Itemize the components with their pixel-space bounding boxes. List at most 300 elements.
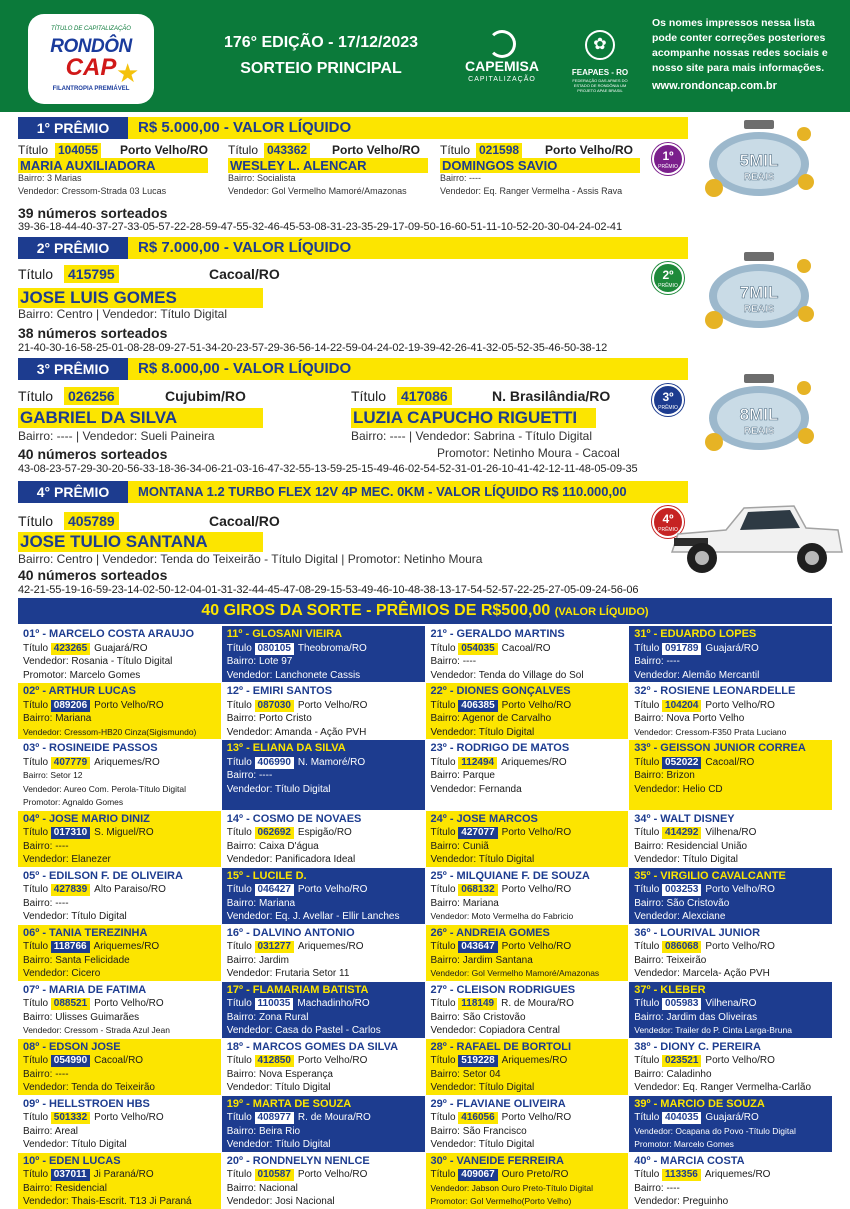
logo-top-text: TÍTULO DE CAPITALIZAÇÃO <box>51 26 131 32</box>
giro-ticket-city: Espigão/RO <box>297 827 352 838</box>
giro-info-line: Vendedor: Preguinho <box>634 1196 729 1207</box>
giro-info-line: Bairro: Jardim Santana <box>430 954 533 966</box>
header <box>0 0 850 112</box>
giros-suffix: (VALOR LÍQUIDO) <box>554 606 649 618</box>
giro-info-line: Bairro: ---- <box>430 656 477 667</box>
giro-info-line: Vendedor: Josi Nacional <box>226 1196 335 1207</box>
giro-ticket-line <box>23 756 216 770</box>
title-label: Título <box>226 941 252 952</box>
giro-info-line: Bairro: ---- <box>634 656 680 667</box>
giro-ticket-number: 404035 <box>662 1112 701 1124</box>
prize2-drawn-numbers: 21-40-30-16-58-25-01-08-28-09-27-51-34-20-23-57-29-36-56-14-22-59-04-24-02-19-39-42-26-41-32-05-52-35-46-50-38-12 <box>18 342 608 354</box>
prize4-drawn-numbers: 42-21-55-19-16-59-23-14-02-50-12-04-01-31-32-44-45-47-08-29-15-53-49-46-10-48-38-13-17-54-52-57-22-25-27-05-09-24-56-06 <box>18 584 639 596</box>
title-label: Título <box>634 756 660 768</box>
giro-card <box>222 740 425 810</box>
giro-winner-name: 29º - FLAVIANE OLIVEIRA <box>430 1097 566 1110</box>
giro-card <box>222 626 425 682</box>
prize3-money-ornament-icon <box>700 372 818 454</box>
giro-info-line: Bairro: Santa Felicidade <box>23 954 130 966</box>
svg-text:REAIS: REAIS <box>743 426 775 437</box>
svg-text:8MIL: 8MIL <box>739 405 779 424</box>
giro-info-line: Bairro: ---- <box>226 770 273 781</box>
giro-card <box>629 982 832 1038</box>
giro-ticket-line <box>634 883 827 897</box>
giro-card <box>18 868 221 924</box>
giro-ticket-line <box>431 699 624 713</box>
giro-info-line: Bairro: São Cristovão <box>430 1011 526 1023</box>
giro-winner-name: 08º - EDSON JOSE <box>23 1040 121 1053</box>
giro-ticket-line <box>227 1111 420 1125</box>
giro-info-line: Vendedor: Título Digital <box>430 854 535 865</box>
giro-card <box>222 1096 425 1152</box>
giro-ticket-number: 087030 <box>255 700 294 712</box>
prize3-drawn-numbers: 43-08-23-57-29-30-20-56-33-18-36-34-06-21-03-16-47-32-55-13-59-25-15-49-46-02-54-52-31-01-26-10-41-42-12-11-48-05-09-35 <box>18 463 638 475</box>
giro-ticket-city: Porto Velho/RO <box>705 1055 775 1066</box>
pickup-truck-icon <box>666 494 846 584</box>
ticket-city: Porto Velho/RO <box>545 143 634 157</box>
giro-card <box>629 1039 832 1095</box>
giro-ticket-city: Porto Velho/RO <box>501 827 572 838</box>
giro-ticket-line <box>634 756 827 770</box>
giro-ticket-number: 412850 <box>255 1055 294 1067</box>
title-label: Título <box>23 1169 49 1180</box>
winner-info: Bairro: ---- | Vendedor: Sueli Paineira <box>18 429 215 443</box>
title-label: Título <box>634 827 660 838</box>
title-label: Título <box>430 1055 456 1066</box>
giro-info-line: Vendedor: Marcela- Ação PVH <box>634 968 770 979</box>
giro-info-line: Bairro: Parque <box>430 770 495 781</box>
ticket-number: 415795 <box>64 265 119 283</box>
giro-winner-name: 27º - CLEISON RODRIGUES <box>430 983 576 996</box>
giro-winner-name: 24º - JOSE MARCOS <box>430 812 538 825</box>
giro-info-line: Bairro: Residencial União <box>634 840 748 852</box>
giro-ticket-number: 416056 <box>458 1112 497 1124</box>
ticket-city: Porto Velho/RO <box>120 143 209 157</box>
giro-info-line: Bairro: Zona Rural <box>226 1011 309 1023</box>
giro-info-line: Vendedor: Gol Vermelho Mamoré/Amazonas <box>430 968 600 978</box>
title-label: Título <box>18 388 54 404</box>
giro-winner-name: 12º - EMIRI SANTOS <box>226 685 333 697</box>
title-label: Título <box>226 642 252 654</box>
giro-winner-name: 23º - RODRIGO DE MATOS <box>430 742 570 754</box>
giro-info-line: Bairro: Mariana <box>226 897 296 909</box>
giro-ticket-number: 406385 <box>458 700 497 712</box>
title-label: Título <box>23 699 49 711</box>
giro-winner-name: 34º - WALT DISNEY <box>634 812 735 825</box>
winner-vendedor: Vendedor: Gol Vermelho Mamoré/Amazonas <box>228 186 407 196</box>
giro-ticket-city: Porto Velho/RO <box>705 884 775 895</box>
giro-winner-name: 06º - TANIA TEREZINHA <box>23 926 148 939</box>
giro-card <box>426 626 629 682</box>
winner-promotor: Promotor: Netinho Moura - Cacoal <box>437 446 620 460</box>
giro-ticket-city: Porto Velho/RO <box>705 699 775 711</box>
giro-ticket-line <box>227 883 420 897</box>
giro-winner-name: 11º - GLOSANI VIEIRA <box>226 628 343 640</box>
title-label: Título <box>226 884 252 895</box>
giro-ticket-city: Porto Velho/RO <box>94 998 164 1009</box>
draw-title: SORTEIO PRINCIPAL <box>240 60 402 77</box>
capemisa-name: CAPEMISA <box>465 58 539 74</box>
giro-card <box>629 925 832 981</box>
giro-ticket-number: 118766 <box>51 941 90 953</box>
giro-ticket-line <box>23 1111 216 1125</box>
prize4-bar <box>18 481 688 503</box>
giro-winner-name: 04º - JOSE MARIO DINIZ <box>23 812 150 825</box>
giro-ticket-line <box>23 940 216 954</box>
giro-info-line: Vendedor: Frutaria Setor 11 <box>226 968 350 979</box>
giro-winner-name: 33º - GEISSON JUNIOR CORREA <box>634 742 806 754</box>
giro-card <box>426 1039 629 1095</box>
title-label: Título <box>351 388 387 404</box>
winner-bairro: Bairro: ---- <box>440 173 481 183</box>
title-label: Título <box>23 1055 49 1066</box>
ticket-city: Cacoal/RO <box>209 266 280 282</box>
giro-ticket-line <box>634 642 827 656</box>
giro-info-line: Bairro: Residencial <box>23 1182 107 1194</box>
giro-ticket-number: 005983 <box>662 998 701 1010</box>
giro-info-line: Bairro: ---- <box>23 840 69 852</box>
giro-winner-name: 15º - LUCILE D. <box>226 869 307 882</box>
ticket-city: Cacoal/RO <box>209 513 280 529</box>
prize3-medal-icon: 3º PRÊMIO <box>652 384 684 416</box>
giro-ticket-line <box>634 826 827 840</box>
giro-ticket-number: 080105 <box>255 643 294 655</box>
giro-ticket-city: R. de Moura/RO <box>297 1112 371 1123</box>
winner-name: LUZIA CAPUCHO RIGUETTI <box>351 408 596 428</box>
giro-card <box>426 811 629 867</box>
winner-name: JOSE LUIS GOMES <box>18 288 263 308</box>
giro-ticket-line <box>227 642 420 656</box>
star-icon: ★ <box>116 58 140 88</box>
rondoncap-logo <box>28 14 154 104</box>
ticket-city: Cujubim/RO <box>165 388 246 404</box>
giro-ticket-city: Alto Paraiso/RO <box>94 884 166 895</box>
giro-card <box>18 1096 221 1152</box>
giro-winner-name: 31º - EDUARDO LOPES <box>634 628 757 640</box>
giro-info-line: Vendedor: Thais-Escrit. T13 Ji Paraná <box>23 1196 192 1207</box>
logo-brand: RONDÔN <box>50 36 132 57</box>
prize3-value: R$ 8.000,00 - VALOR LÍQUIDO <box>138 360 352 377</box>
giro-info-line: Vendedor: Eq. J. Avellar - Ellir Lanches <box>226 911 400 922</box>
giro-info-line: Bairro: Brizon <box>634 770 695 781</box>
title-label: Título <box>440 143 471 157</box>
giro-ticket-line <box>431 1111 624 1125</box>
giro-ticket-line <box>23 1054 216 1068</box>
title-label: Título <box>23 941 49 952</box>
giros-grid <box>18 626 832 1207</box>
giro-ticket-line <box>634 1168 827 1182</box>
giro-ticket-line <box>431 997 624 1011</box>
giro-card <box>629 1153 832 1209</box>
title-label: Título <box>430 884 456 895</box>
title-label: Título <box>430 699 456 711</box>
winner-vendedor: Vendedor: Eq. Ranger Vermelha - Assis Rava <box>440 186 623 196</box>
giro-info-line: Vendedor: Título Digital <box>226 1139 331 1150</box>
giro-info-line: Promotor: Marcelo Gomes <box>634 1139 734 1149</box>
logo-bottom-text: FILANTROPIA PREMIÁVEL <box>52 86 130 92</box>
svg-text:5MIL: 5MIL <box>739 151 779 170</box>
svg-text:REAIS: REAIS <box>743 172 775 183</box>
giro-card <box>18 1039 221 1095</box>
giro-info-line: Vendedor: Cressom-HB20 Cinza(Sigismundo) <box>23 726 197 737</box>
giro-info-line: Vendedor: Título Digital <box>23 911 127 922</box>
giro-winner-name: 10º - EDEN LUCAS <box>23 1154 121 1167</box>
giro-ticket-number: 086068 <box>662 941 701 953</box>
giro-card <box>426 683 629 739</box>
giro-ticket-city: Porto Velho/RO <box>297 699 368 711</box>
giro-ticket-city: Ariquemes/RO <box>93 941 160 952</box>
giro-ticket-number: 407779 <box>51 757 90 769</box>
giro-ticket-line <box>227 1168 420 1182</box>
title-label: Título <box>23 884 49 895</box>
title-label: Título <box>634 1169 660 1180</box>
giro-ticket-number: 010587 <box>255 1169 294 1181</box>
giro-card <box>18 683 221 739</box>
giro-ticket-line <box>431 940 624 954</box>
prize3-bar <box>18 358 688 380</box>
giro-info-line: Bairro: Jardim <box>226 954 289 966</box>
giro-ticket-line <box>431 883 624 897</box>
giro-card <box>222 811 425 867</box>
giros-title-bar <box>18 598 832 624</box>
giro-info-line: Bairro: Setor 12 <box>23 770 83 780</box>
giro-ticket-line <box>23 997 216 1011</box>
giro-ticket-number: 427077 <box>458 827 497 839</box>
giro-card <box>426 740 629 810</box>
giro-card <box>629 683 832 739</box>
giro-ticket-city: Cacoal/RO <box>94 1055 144 1066</box>
giro-info-line: Vendedor: Cressom-F350 Prata Luciano <box>634 726 787 737</box>
giro-ticket-city: Porto Velho/RO <box>297 884 368 895</box>
giro-info-line: Bairro: Agenor de Carvalho <box>430 713 552 724</box>
giro-ticket-number: 091789 <box>662 643 701 655</box>
title-label: Título <box>18 513 54 529</box>
title-label: Título <box>226 1169 252 1180</box>
giro-info-line: Promotor: Gol Vermelho(Porto Velho) <box>430 1196 572 1206</box>
winner-name: GABRIEL DA SILVA <box>18 408 263 428</box>
giro-info-line: Bairro: Lote 97 <box>226 656 293 667</box>
title-label: Título <box>226 1112 252 1123</box>
title-label: Título <box>23 756 49 768</box>
title-label: Título <box>23 998 49 1009</box>
title-label: Título <box>430 1169 456 1180</box>
giro-card <box>222 1039 425 1095</box>
giro-ticket-line <box>23 826 216 840</box>
prize1-money-ornament-icon <box>700 118 818 200</box>
prize2-money-ornament-icon <box>700 250 818 332</box>
giro-info-line: Bairro: Nova Esperança <box>226 1068 333 1080</box>
prize1-value: R$ 5.000,00 - VALOR LÍQUIDO <box>138 119 352 136</box>
giro-ticket-city: Porto Velho/RO <box>94 699 164 711</box>
title-label: Título <box>430 642 456 654</box>
giro-ticket-city: Porto Velho/RO <box>501 1112 572 1123</box>
giro-ticket-number: 003253 <box>662 884 701 896</box>
giro-info-line: Bairro: Cuniã <box>430 840 489 852</box>
giro-ticket-number: 052022 <box>662 757 701 769</box>
giro-winner-name: 35º - VIRGILIO CAVALCANTE <box>634 869 786 882</box>
giro-info-line: Bairro: ---- <box>634 1182 680 1194</box>
giro-card <box>222 1153 425 1209</box>
giro-ticket-city: Ariquemes/RO <box>94 756 160 768</box>
ticket-number: 417086 <box>397 387 452 405</box>
giro-ticket-city: Guajará/RO <box>705 1112 759 1123</box>
ticket-number: 021598 <box>476 143 522 158</box>
title-label: Título <box>18 266 54 282</box>
giro-info-line: Bairro: Caixa D'água <box>226 840 319 852</box>
prize2-bar <box>18 237 688 259</box>
giro-card <box>426 925 629 981</box>
giro-ticket-city: Theobroma/RO <box>297 642 367 654</box>
giro-ticket-line <box>227 997 420 1011</box>
giro-card <box>18 925 221 981</box>
giro-card <box>222 868 425 924</box>
giro-card <box>629 626 832 682</box>
giro-ticket-line <box>634 1054 827 1068</box>
title-label: Título <box>430 941 456 952</box>
giro-info-line: Vendedor: Jabson Ouro Preto-Título Digital <box>430 1182 594 1193</box>
giro-ticket-number: 118149 <box>458 998 497 1010</box>
title-label: Título <box>23 827 49 838</box>
giro-info-line: Bairro: Areal <box>23 1125 79 1137</box>
giro-winner-name: 21º - GERALDO MARTINS <box>430 628 565 640</box>
giro-info-line: Vendedor: Título Digital <box>226 783 331 795</box>
giro-ticket-line <box>634 699 827 713</box>
title-label: Título <box>634 699 660 711</box>
giro-ticket-number: 068132 <box>458 884 497 896</box>
giro-info-line: Vendedor: Rosania - Título Digital <box>23 656 173 667</box>
prize4-tag: 4° PRÊMIO <box>18 481 128 503</box>
giro-info-line: Vendedor: Trailer do P. Cinta Larga-Bruna <box>634 1025 792 1035</box>
giro-ticket-number: 062692 <box>255 827 294 839</box>
giro-info-line: Bairro: São Francisco <box>430 1125 527 1137</box>
giro-info-line: Vendedor: Casa do Pastel - Carlos <box>226 1025 381 1036</box>
ticket-city: Porto Velho/RO <box>332 143 421 157</box>
giro-winner-name: 03º - ROSINEIDE PASSOS <box>23 742 158 754</box>
feapaes-sub: FEDERAÇÃO DAS APAES DO ESTADO DE RONDÔNIA UM PROJETO APAE BRASIL <box>572 78 628 93</box>
winner-info: Bairro: Centro | Vendedor: Título Digital <box>18 307 228 321</box>
giro-info-line: Vendedor: Copiadora Central <box>430 1025 561 1036</box>
giro-info-line: Vendedor: Título Digital <box>23 1139 127 1150</box>
giro-ticket-number: 113356 <box>662 1169 701 1181</box>
ticket-number: 043362 <box>264 143 310 158</box>
giro-ticket-city: Ariquemes/RO <box>297 941 364 952</box>
giro-ticket-city: Ji Paraná/RO <box>93 1169 154 1180</box>
giro-ticket-number: 017310 <box>51 827 90 839</box>
winner-name: WESLEY L. ALENCAR <box>228 158 428 173</box>
giro-ticket-city: Porto Velho/RO <box>297 1055 368 1066</box>
prize2-tag: 2° PRÊMIO <box>18 237 128 259</box>
giro-ticket-city: Ariquemes/RO <box>704 1169 771 1180</box>
giro-ticket-number: 423265 <box>51 643 90 655</box>
giro-ticket-number: 046427 <box>255 884 294 896</box>
giro-info-line: Vendedor: Tenda do Village do Sol <box>430 669 584 681</box>
giro-info-line: Vendedor: Helio CD <box>634 783 723 795</box>
giro-info-line: Bairro: Mariana <box>430 897 499 909</box>
giro-ticket-line <box>431 1054 624 1068</box>
giro-card <box>18 982 221 1038</box>
prize1-tag: 1° PRÊMIO <box>18 117 128 139</box>
ticket-city: N. Brasilândia/RO <box>492 388 611 404</box>
giro-card <box>426 1096 629 1152</box>
site-link[interactable]: www.rondoncap.com.br <box>652 80 777 92</box>
giro-ticket-city: Machadinho/RO <box>297 998 370 1009</box>
giro-info-line: Bairro: Setor 04 <box>430 1068 501 1080</box>
giro-winner-name: 25º - MILQUIANE F. DE SOUZA <box>430 869 590 882</box>
prize3-drawn-count: 40 números sorteados <box>18 446 168 462</box>
giro-ticket-city: Guajará/RO <box>705 642 759 654</box>
giro-info-line: Bairro: Ulisses Guimarães <box>23 1011 140 1023</box>
winner-info: Bairro: Centro | Vendedor: Tenda do Teixeirão - Título Digital | Promotor: Netinho Moura <box>18 552 483 566</box>
title-label: Título <box>228 143 259 157</box>
giro-info-line: Vendedor: Título Digital <box>430 1139 535 1150</box>
giros-title: 40 GIROS DA SORTE - PRÊMIOS DE R$500,00 <box>201 602 551 619</box>
giro-card <box>629 811 832 867</box>
giro-ticket-number: 409067 <box>458 1169 497 1181</box>
giro-info-line: Bairro: São Cristovão <box>634 897 730 909</box>
giro-winner-name: 18º - MARCOS GOMES DA SILVA <box>226 1040 399 1053</box>
title-label: Título <box>226 827 252 838</box>
winner-bairro: Bairro: Socialista <box>228 173 296 183</box>
prize2-medal-icon: 2º PRÊMIO <box>652 262 684 294</box>
svg-text:REAIS: REAIS <box>743 304 775 315</box>
title-label: Título <box>634 884 660 895</box>
giro-card <box>426 982 629 1038</box>
winner-vendedor: Vendedor: Cressom-Strada 03 Lucas <box>18 186 167 196</box>
feapaes-name: FEAPAES - RO <box>571 68 629 77</box>
giro-winner-name: 22º - DIONES GONÇALVES <box>430 685 571 697</box>
giro-ticket-city: Porto Velho/RO <box>501 699 572 711</box>
giro-card <box>222 683 425 739</box>
giro-ticket-number: 501332 <box>51 1112 90 1124</box>
giro-info-line: Vendedor: Fernanda <box>430 783 522 795</box>
giro-card <box>18 811 221 867</box>
title-label: Título <box>18 143 49 157</box>
giro-winner-name: 28º - RAFAEL DE BORTOLI <box>430 1040 572 1053</box>
giro-card <box>426 868 629 924</box>
giro-info-line: Vendedor: Título Digital <box>634 854 739 865</box>
giro-card <box>18 626 221 682</box>
ticket-number: 405789 <box>64 512 119 530</box>
giro-card <box>222 925 425 981</box>
prize1-medal-icon: 1º PRÊMIO <box>652 143 684 175</box>
ticket-number: 104055 <box>55 143 101 158</box>
winner-bairro: Bairro: 3 Marias <box>18 173 82 183</box>
giro-ticket-line <box>431 642 624 656</box>
giro-ticket-number: 414292 <box>662 827 701 839</box>
notice-text: Os nomes impressos nessa lista pode conter correções posteriores acompanhe nossas redes sociais e nosso site para mais informações. <box>652 17 828 74</box>
title-label: Título <box>226 998 252 1009</box>
giro-winner-name: 32º - ROSIENE LEONARDELLE <box>634 685 796 697</box>
giro-ticket-city: Porto Velho/RO <box>297 1169 368 1180</box>
giro-info-line: Vendedor: Cressom - Strada Azul Jean <box>23 1025 170 1035</box>
giro-ticket-city: Ariquemes/RO <box>501 756 567 768</box>
giro-card <box>629 868 832 924</box>
giro-winner-name: 37º - KLEBER <box>634 983 706 996</box>
giro-card <box>629 1096 832 1152</box>
giro-ticket-city: Porto Velho/RO <box>705 941 775 952</box>
giro-card <box>222 982 425 1038</box>
giro-winner-name: 39º - MARCIO DE SOUZA <box>634 1097 765 1110</box>
giro-info-line: Bairro: Porto Cristo <box>226 713 312 724</box>
giro-info-line: Vendedor: Panificadora Ideal <box>226 854 356 865</box>
capemisa-sub: CAPITALIZAÇÃO <box>468 76 536 83</box>
title-label: Título <box>226 1055 252 1066</box>
giro-info-line: Bairro: Beira Rio <box>226 1125 301 1137</box>
winner-name: JOSE TULIO SANTANA <box>18 532 263 552</box>
giro-ticket-city: Ouro Preto/RO <box>501 1169 569 1180</box>
giro-ticket-city: R. de Moura/RO <box>501 998 574 1009</box>
giro-ticket-city: Porto Velho/RO <box>501 941 572 952</box>
